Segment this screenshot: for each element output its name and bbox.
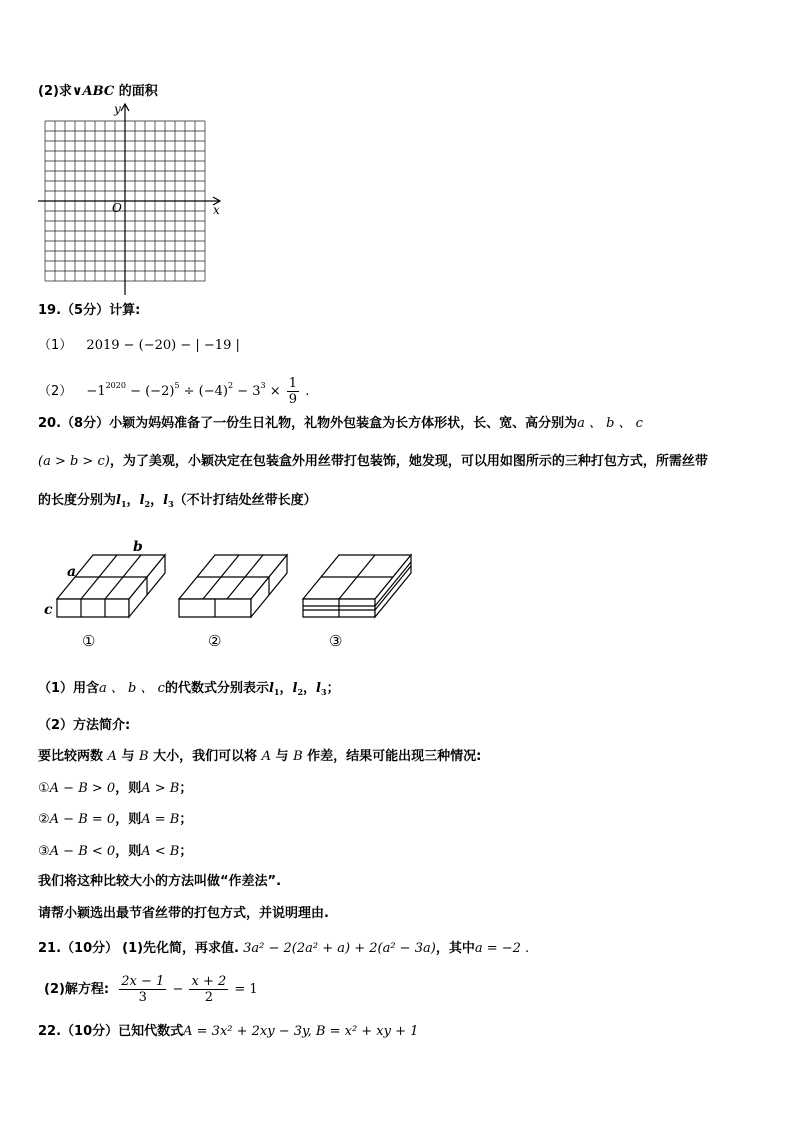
q20-line1: 20.（8分）小颖为妈妈准备了一份生日礼物，礼物外包装盒为长方体形状，长、宽、高分别为a 、 b 、 c (38, 416, 643, 431)
q20-case-3: ③A − B < 0，则A < B； (38, 844, 193, 859)
q20-part2-label: （2）方法简介: (38, 718, 131, 733)
label-b: b (133, 539, 143, 555)
q20-ask: 请帮小颖选出最节省丝带的打包方式，并说明理由. (38, 906, 329, 921)
label-a: a (67, 564, 77, 580)
coordinate-grid (30, 100, 230, 300)
box-3 (303, 555, 411, 617)
q19-title: 19.（5分）计算: (38, 303, 141, 318)
q21-part1: 21.（10分） (1)先化简，再求值. 3a² − 2(2a² + a) + 2(a² − 3a)，其中a = −2 . (38, 941, 530, 956)
q19-fraction: $\frac{1}{9}$ (288, 376, 298, 407)
ribbon-boxes-figure (38, 535, 428, 655)
q20-part1: （1）用含a 、 b 、 c的代数式分别表示$l_1$，$l_2$，$l_3$； (38, 681, 340, 697)
x-axis-label: x (213, 203, 220, 217)
label-c: c (44, 602, 53, 618)
q22-title: 22.（10分）已知代数式A = 3x² + 2xy − 3y, B = x² + xy + 1 (38, 1024, 419, 1039)
q19-part1: （1） 2019 − (−20) − | −19 | (38, 338, 240, 353)
label-figure-3: ③ (329, 632, 343, 650)
q21-part2: (2)解方程: $\frac{2x - 1}{3}$ − $\frac{x + 2}{2}$ = 1 (44, 974, 258, 1005)
y-axis-label: y (114, 102, 121, 116)
q20-note: 我们将这种比较大小的方法叫做“作差法”. (38, 874, 282, 889)
q20-case-2: ②A − B = 0，则A = B； (38, 812, 193, 827)
q19-part2: $(2) -1^{2020} - (-2)^5 \div (-4)^2 - 3^3$ × $\frac{1}{9}$ . (38, 376, 310, 407)
label-figure-1: ① (82, 632, 96, 650)
q20-case-1: ①A − B > 0，则A > B； (38, 781, 193, 796)
q20-line2: (a > b > c)，为了美观，小颖决定在包装盒外用丝带打包装饰，她发现，可以用如图所示的三种打包方式，所需丝带 (38, 454, 708, 469)
q20-method-intro: 要比较两数 A 与 B 大小，我们可以将 A 与 B 作差，结果可能出现三种情况: (38, 749, 482, 764)
q20-line3: 的长度分别为$l_1$，$l_2$，$l_3$（不计打结处丝带长度） (38, 493, 317, 509)
label-figure-2: ② (208, 632, 222, 650)
box-2 (179, 555, 287, 617)
origin-label: O (112, 201, 122, 215)
q18-part2: (2)求∨ABC 的面积 (38, 84, 158, 99)
